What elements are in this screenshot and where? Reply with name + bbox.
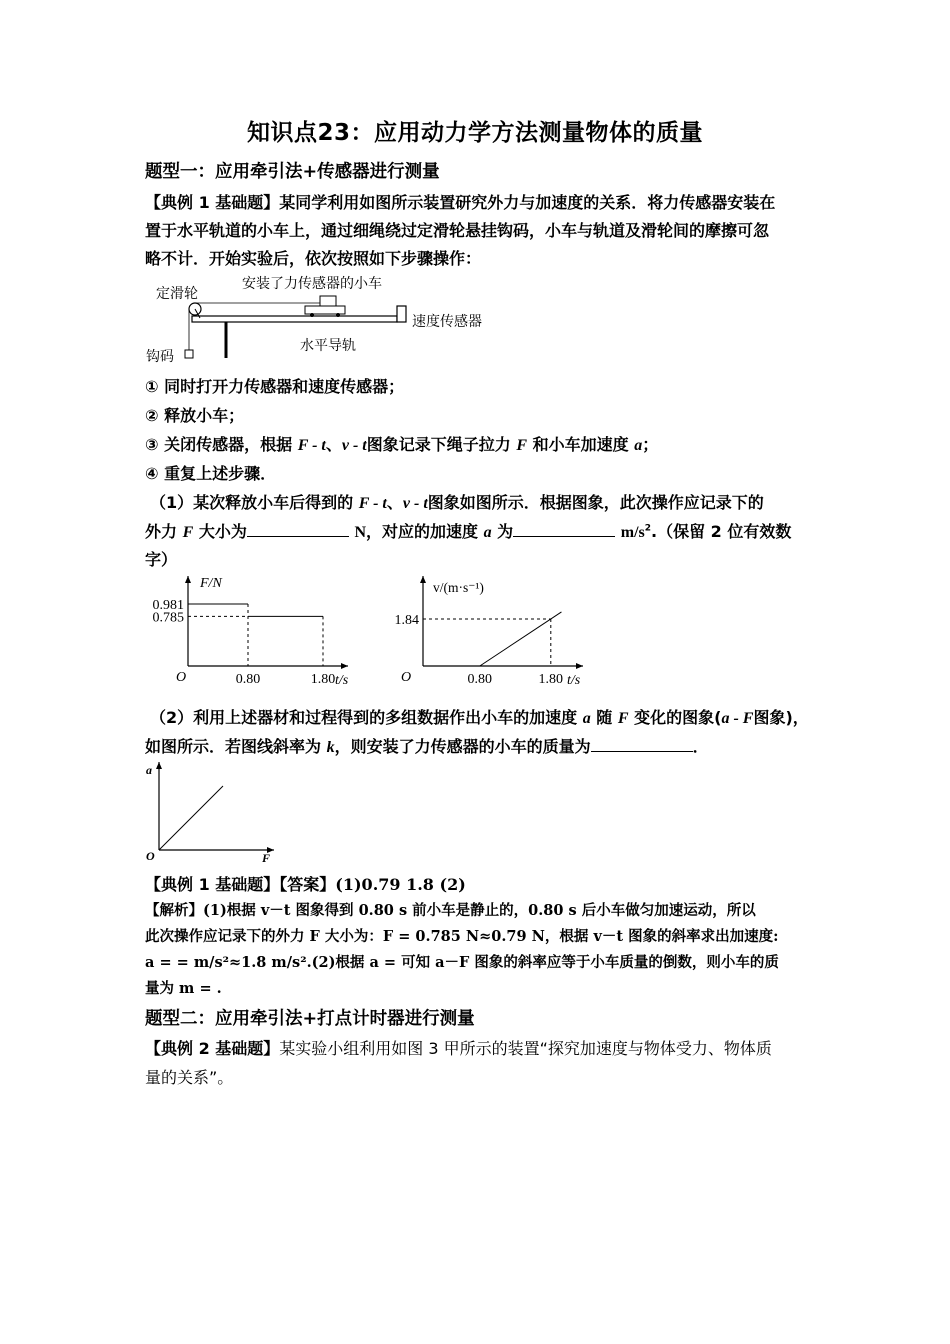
step3-f: F	[516, 437, 528, 454]
q1-text2: 图象如图所示．根据图象，此次操作应记录下的	[427, 493, 764, 512]
q2-text6: ，则安装了力传感器的小车的质量为	[334, 737, 591, 756]
step3-text: ③ 关闭传感器，根据	[145, 435, 293, 454]
q1-unit: m/s	[620, 524, 645, 541]
cart-body	[305, 306, 345, 314]
question1-line3: 字）	[145, 550, 178, 569]
step3-text3: 和小车加速度	[532, 435, 629, 454]
x-tick-label: 1.80	[310, 672, 336, 687]
origin-label: O	[176, 670, 187, 685]
analysis-text1: (1)根据 v－t 图象得到 0.80 s 前小车是静止的，0.80 s 后小车做匀加速运动，所以	[203, 902, 756, 919]
y-tick-label: 0.981	[152, 598, 184, 613]
horizontal-track	[192, 316, 397, 322]
step-4: ④ 重复上述步骤．	[145, 464, 277, 483]
weight-label: 钩码	[146, 349, 174, 365]
q2-k: k	[326, 739, 335, 756]
question1-line1	[150, 490, 764, 513]
q1-vt: v - t	[402, 495, 428, 512]
q1-ft: F - t	[358, 495, 387, 512]
q1-text7: .（保留 2 位有效数	[651, 522, 792, 541]
x-axis-label: t/s	[567, 673, 581, 688]
q2-text4: 图象)，	[753, 708, 809, 727]
q1-text5: N，对应的加速度	[354, 524, 478, 541]
hook-weight-icon	[185, 350, 193, 358]
q2-text3: 变化的图象(	[634, 708, 722, 727]
step3-text2: 图象记录下绳子拉力	[366, 435, 511, 454]
cart-wheel	[336, 313, 340, 317]
step3-ft: F - t	[297, 437, 326, 454]
x-tick-label: 0.80	[467, 672, 493, 687]
apparatus-diagram	[140, 268, 510, 368]
intro-text: 某同学利用如图所示装置研究外力与加速度的关系．将力传感器安装在	[279, 193, 776, 212]
step-2: ② 释放小车；	[145, 406, 245, 425]
x-tick-label: 1.80	[538, 672, 564, 687]
q2-end: ．	[692, 737, 709, 756]
q1-text6: 为	[497, 522, 514, 541]
example1-intro-line3: 略不计．开始实验后，依次按照如下步骤操作：	[145, 249, 482, 268]
origin-label: O	[146, 849, 155, 863]
analysis-line1	[145, 899, 756, 920]
x-axis-arrow	[341, 663, 348, 669]
af-line	[159, 786, 223, 850]
analysis-line4: 量为 m = .	[145, 980, 222, 997]
q1-f: F	[182, 524, 194, 541]
step3-vt: v - t	[341, 437, 367, 454]
q1-unit-exp: 2	[644, 523, 652, 534]
speed-sensor-icon	[397, 306, 406, 322]
x-axis-arrow	[576, 663, 583, 669]
section-heading-1: 题型一：应用牵引法+传感器进行测量	[145, 162, 440, 182]
example2-line2: 量的关系”。	[145, 1068, 234, 1087]
q2-af: a - F	[721, 710, 754, 727]
example-tag: 【典例 1 基础题】	[145, 193, 280, 212]
example1-intro-line2: 置于水平轨道的小车上，通过细绳绕过定滑轮悬挂钩码，小车与轨道及滑轮间的摩擦可忽	[145, 221, 770, 240]
example2-line1	[145, 1036, 772, 1059]
question2-line2	[145, 734, 709, 757]
y-axis-label: F/N	[200, 576, 222, 591]
q2-text2: 随	[596, 708, 613, 727]
force-sensor-icon	[320, 296, 336, 306]
example2-tag: 【典例 2 基础题】	[145, 1039, 280, 1058]
step-1: ① 同时打开力传感器和速度传感器；	[145, 377, 405, 396]
step-3	[145, 432, 658, 455]
x-tick-label: 0.80	[235, 672, 261, 687]
y-axis-label: v/(m·s⁻¹)	[433, 580, 484, 595]
y-axis-label: a	[146, 763, 152, 777]
answer-blank-acceleration[interactable]	[513, 522, 615, 537]
x-axis-label: t/s	[335, 673, 349, 688]
y-axis-arrow	[185, 576, 191, 583]
cart-wheel	[310, 313, 314, 317]
ft-chart	[140, 572, 360, 690]
y-tick-label: 0.785	[152, 610, 184, 626]
cart-label: 安装了力传感器的小车	[242, 276, 382, 292]
q2-a: a	[582, 710, 591, 727]
track-label: 水平导轨	[300, 338, 356, 354]
q2-f: F	[617, 710, 629, 727]
section-heading-2: 题型二：应用牵引法+打点计时器进行测量	[145, 1009, 475, 1029]
q1-text3: 外力	[145, 522, 178, 541]
af-chart	[140, 760, 280, 866]
step3-sep: 、	[325, 435, 342, 454]
y-axis-arrow	[156, 762, 162, 769]
speed-sensor-label: 速度传感器	[412, 314, 482, 330]
step3-a: a	[634, 437, 643, 454]
q1-a: a	[483, 524, 492, 541]
answer-value: (1)0.79 1.8 (2)	[335, 875, 466, 894]
origin-label: O	[401, 670, 412, 685]
vt-chart	[385, 572, 595, 690]
answer-blank-force[interactable]	[247, 522, 349, 537]
y-tick-label: 1.84	[394, 613, 419, 628]
answer-blank-mass[interactable]	[591, 737, 693, 752]
analysis-line2: 此次操作应记录下的外力 F 大小为：F = 0.785 N≈0.79 N，根据 v－t 图象的斜率求出加速度:	[145, 928, 779, 945]
example2-text: 某实验小组利用如图 3 甲所示的装置“探究加速度与物体受力、物体质	[279, 1039, 772, 1058]
pulley-label: 定滑轮	[156, 286, 198, 302]
analysis-tag: 【解析】	[145, 903, 203, 919]
answer-line	[145, 872, 466, 895]
x-axis-label: F	[262, 851, 271, 865]
q2-text: （2）利用上述器材和过程得到的多组数据作出小车的加速度	[150, 708, 578, 727]
q2-text5: 如图所示．若图线斜率为	[145, 737, 322, 756]
example1-intro-line1	[145, 190, 775, 213]
question2-line1	[150, 705, 809, 728]
answer-tag: 【典例 1 基础题】【答案】	[145, 875, 336, 894]
q1-text: （1）某次释放小车后得到的	[150, 493, 354, 512]
q1-text4: 大小为	[198, 522, 247, 541]
y-axis-arrow	[420, 576, 426, 583]
analysis-line3: a = = m/s²≈1.8 m/s².(2)根据 a = 可知 a－F 图象的斜率应等于小车质量的倒数，则小车的质	[145, 954, 779, 971]
question1-line2	[145, 519, 791, 542]
velocity-line	[480, 612, 562, 666]
page-title: 知识点23：应用动力学方法测量物体的质量	[246, 120, 703, 146]
q1-sep: 、	[386, 493, 403, 512]
step3-end: ；	[642, 435, 659, 454]
